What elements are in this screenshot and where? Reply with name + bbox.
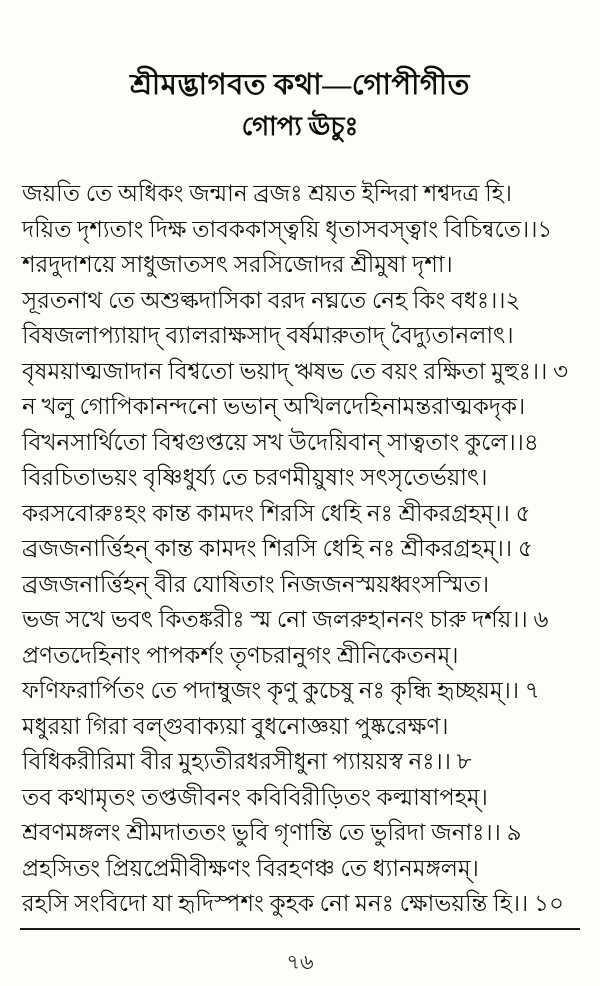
verse-line: করসবোরুঃহং কান্ত কামদং শিরসি ধেহি নঃ শ্রীকরগ্রহম্।। ৫ [22, 500, 531, 526]
verse-line: সূরতনাথ তে অশুল্কদাসিকা বরদ নঘ্নতে নেহ কিং বধঃ।।২ [22, 287, 521, 313]
verse-line: জয়তি তে অধিকং জন্মান ব্রজঃ শ্রয়ত ইন্দিরা শশ্বদত্র হি। [22, 181, 512, 206]
verse-line: বিধিকরীরিমা বীর মুহ্যতীরধরসীধুনা প্যায়য়স্ব নঃ।। ৮ [22, 749, 472, 774]
verse-line: দয়িত দৃশ্যতাং দিক্ষ তাবককাস্ত্বয়ি ধৃতাসবস্ত্বাং বিচিন্বতে।।১ [22, 216, 553, 242]
verse-line: বিষজলাপ্যায়াদ্ ব্যালরাক্ষসাদ্ বর্ষমারুতাদ্ বৈদ্যুতানলাৎ। [22, 323, 514, 348]
verse-line: বিখনসার্থিতো বিশ্বগুপ্তয়ে সখ উদেয়িবান্ সাত্বতাং কুলে।।৪ [22, 429, 539, 455]
verse-line: প্রহসিতং প্রিয়প্রেমীবীক্ষণং বিরহণঞ্চ তে ধ্যানমঙ্গলম্। [22, 855, 479, 881]
verse-line: ভজ সখে ভবৎ কিতঙ্করীঃ স্ম নো জলরুহাননং চারু দর্শয়।। ৬ [22, 607, 549, 632]
verse-line: বিরচিতাভয়ং বৃষ্ণিধুর্য্য তে চরণমীয়ুষাং সৎসৃতের্ভয়াৎ। [22, 465, 488, 490]
verse-line: তব কথামৃতং তপ্তজীবনং কবিবিরীড়িতং কল্মাষাপহম্। [22, 784, 488, 810]
verse-line: রহসি সংবিদো যা হৃদিস্পশং কুহক নো মনঃ ক্ষোভয়ন্তি হি।। ১০ [22, 891, 564, 916]
speaker-heading: গোপ্য ঊচুঃ [241, 112, 359, 141]
verse-line: শরদুদাশয়ে সাধুজাতসৎ সরসিজোদর শ্রীমুষা দৃশা। [22, 252, 453, 277]
verse-line: ন খলু গোপিকানন্দনো ভভান্ অখিলদেহিনামন্তরাত্মকদৃক। [22, 394, 526, 419]
verse-line: শ্রবণমঙ্গলং শ্রীমদাততং ভুবি গৃণান্তি তে ভুরিদা জনাঃ।। ৯ [22, 820, 522, 845]
verse-line: ব্রজজনার্ত্তিহন্ বীর যোষিতাং নিজজনস্ময়ধ্বংসস্মিত। [22, 571, 490, 597]
verse-line: প্রণতদেহিনাং পাপকর্শং তৃণচরানুগং শ্রীনিকেতনম্। [22, 642, 459, 668]
verse-line: ফণিফরার্পিতং তে পদাম্বুজং কৃণু কুচেষু নঃ কৃন্ধি হৃচ্ছয়ম্।। ৭ [22, 678, 540, 703]
verse-line: ব্রজজনার্ত্তিহন্ কান্ত কামদং শিরসি ধেহি নঃ শ্রীকরগ্রহম্।। ৫ [22, 536, 533, 561]
footer-divider [20, 928, 580, 930]
verse-line: মধুরয়া গিরা বল্গুবাক্যয়া বুধনোজ্ঞয়া পুষ্করেক্ষণ। [22, 713, 449, 739]
verse-line: বৃষময়াত্মজাদান বিশ্বতো ভয়াদ্ ঋষভ তে বয়ং রক্ষিতা মুহুঃ।। ৩ [22, 358, 569, 384]
verse-text-block [22, 176, 586, 922]
page-title: শ্রীমদ্ভাগবত কথা—গোপীগীত [130, 69, 470, 101]
page-number: ৭৬ [286, 950, 314, 974]
